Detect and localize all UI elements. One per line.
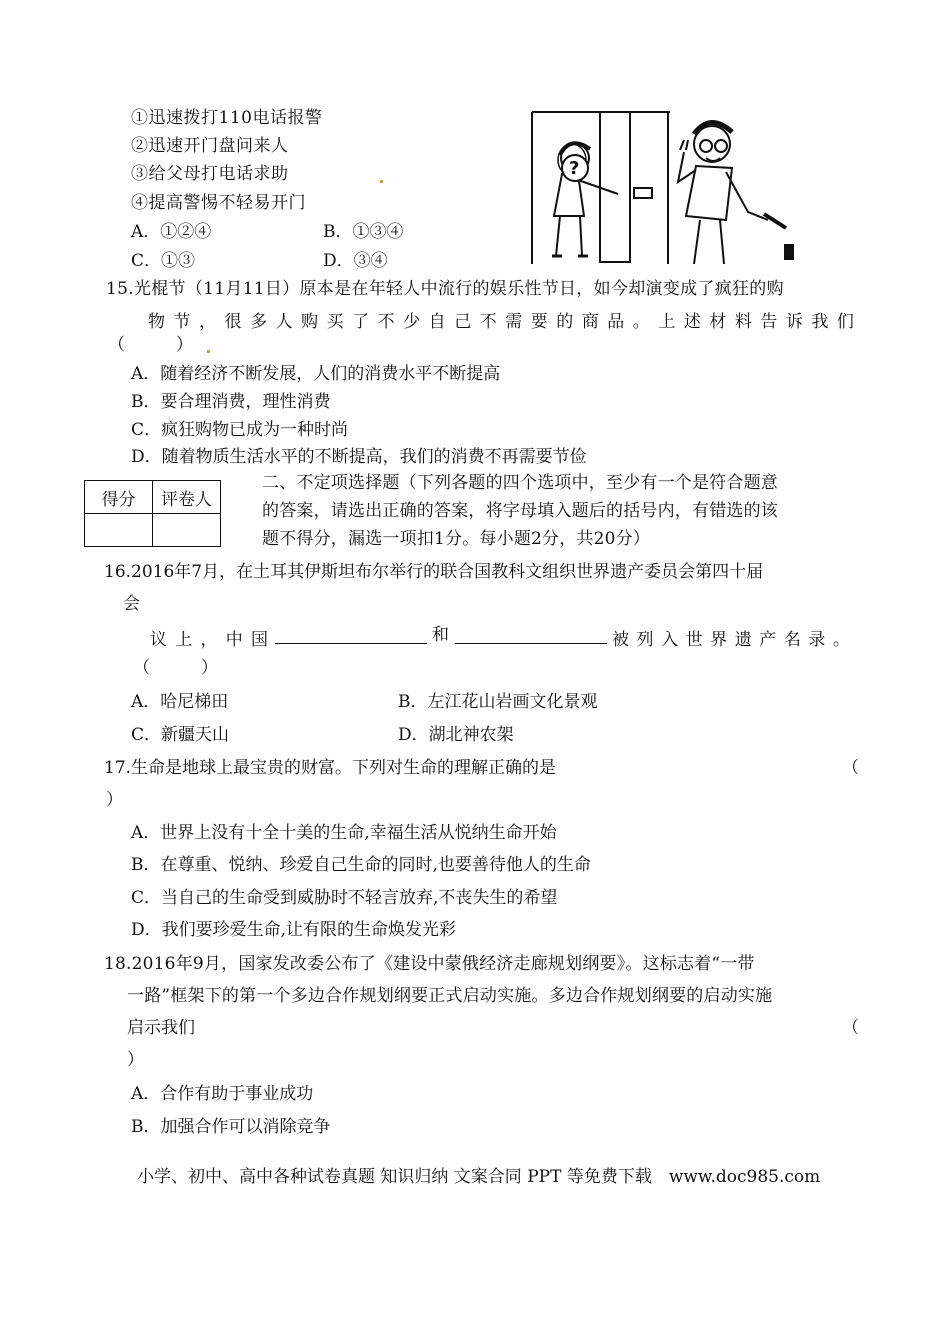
svg-text:?: ? [569, 158, 580, 179]
q18-paren-close: ） [127, 1050, 144, 1070]
q18-stem-line2: 一路”框架下的第一个多边合作规划纲要正式启动实施。多边合作规划纲要的启动实施 [127, 986, 773, 1006]
q15-stem-line2 [148, 307, 854, 332]
q14-choice-d: D．③④ [323, 251, 388, 271]
q16-char: 录 [808, 630, 826, 650]
q15-char: 多 [250, 312, 268, 332]
q16-char: 入 [661, 630, 679, 650]
q15-char: 商 [581, 312, 599, 332]
q15-char: 节 [173, 312, 191, 332]
score-box [84, 480, 221, 547]
q18-paren-open: （ [842, 1018, 859, 1038]
q15-char: 需 [505, 312, 523, 332]
q15-char: 了 [352, 312, 370, 332]
q16-stem-part2 [612, 625, 850, 650]
q15-char: 材 [709, 312, 727, 332]
q16-char: 产 [759, 630, 777, 650]
page-footer: 小学、初中、高中各种试卷真题 知识归纳 文案合同 PPT 等免费下载 www.doc985.com [137, 1167, 821, 1187]
q17-stem: 17.生命是地球上最宝贵的财富。下列对生命的理解正确的是 [104, 758, 557, 778]
q15-choice-a: A．随着经济不断发展，人们的消费水平不断提高 [131, 364, 501, 384]
q15-char: 买 [326, 312, 344, 332]
section2-heading-line3: 题不得分，漏选一项扣1分。每小题2分，共20分） [262, 529, 651, 549]
q18-stem-line1: 18.2016年9月，国家发改委公布了《建设中蒙俄经济走廊规划纲要》。这标志着“一带 [104, 954, 755, 974]
q14-choice-b: B．①③④ [323, 222, 404, 242]
q15-char: 的 [556, 312, 574, 332]
q15-stem-line1: 15.光棍节（11月11日）原本是在年轻人中流行的娱乐性节日，如今却演变成了疯狂的购 [106, 279, 784, 299]
q15-char: 少 [403, 312, 421, 332]
q17-paren-open: （ [842, 758, 859, 778]
grader-header: 评卷人 [153, 481, 221, 514]
q16-blank-2[interactable] [455, 625, 607, 644]
q17-choice-b: B．在尊重、悦纳、珍爱自己生命的同时,也要善待他人的生命 [131, 855, 591, 875]
q17-choice-a: A．世界上没有十全十美的生命,幸福生活从悦纳生命开始 [131, 823, 557, 843]
q15-char: 告 [760, 312, 778, 332]
q14-option-4: ④提高警惕不轻易开门 [131, 193, 306, 213]
q15-choice-b: B．要合理消费，理性消费 [131, 392, 331, 412]
q17-paren-close: ） [106, 790, 123, 810]
q15-answer-paren: （ ） [108, 335, 193, 355]
q16-char: 上 [175, 630, 193, 650]
q15-choice-c: C．疯狂购物已成为一种时尚 [131, 420, 349, 440]
q15-char: 诉 [785, 312, 803, 332]
q16-choice-b: B．左江花山岩画文化景观 [398, 692, 598, 712]
q17-choice-c: C．当自己的生命受到威胁时不轻言放弃,不丧失生的希望 [131, 888, 558, 908]
score-cell [85, 514, 153, 547]
q16-char: 界 [710, 630, 728, 650]
q16-stem-line1: 16.2016年7月，在土耳其伊斯坦布尔举行的联合国教科文组织世界遗产委员会第四十届 [104, 562, 764, 582]
q16-choice-d: D．湖北神农架 [398, 725, 514, 745]
section2-heading-line1: 二、不定项选择题（下列各题的四个选项中，至少有一个是符合题意 [262, 473, 778, 493]
q15-char: 们 [836, 312, 854, 332]
q15-char: 不 [479, 312, 497, 332]
q15-char: 述 [683, 312, 701, 332]
q15-char: 很 [224, 312, 242, 332]
q16-char: 列 [636, 630, 654, 650]
q16-conjunction: 和 [432, 625, 449, 645]
q15-char: 我 [811, 312, 829, 332]
q16-char: ， [200, 630, 218, 650]
q15-char: 。 [632, 312, 650, 332]
q14-option-1: ①迅速拨打110电话报警 [131, 108, 323, 128]
stray-mark [207, 350, 210, 353]
q16-stem-line1-wrap: 会 [123, 594, 140, 614]
q18-stem-line3: 启示我们 [127, 1018, 195, 1038]
q14-choice-c: C．①③ [131, 251, 196, 271]
stray-mark [380, 180, 383, 183]
q14-option-2: ②迅速开门盘问来人 [131, 136, 289, 156]
q18-choice-b: B．加强合作可以消除竞争 [131, 1117, 331, 1137]
q15-char: 己 [454, 312, 472, 332]
section2-heading-line2: 的答案，请选出正确的答案，将字母填入题后的括号内，有错选的该 [262, 501, 778, 521]
q16-choice-a: A．哈尼梯田 [131, 692, 229, 712]
q16-char: 名 [783, 630, 801, 650]
q16-stem-part1 [150, 625, 268, 650]
q15-char: ， [199, 312, 217, 332]
q17-choice-d: D．我们要珍爱生命,让有限的生命焕发光彩 [131, 920, 457, 940]
q15-char: 要 [530, 312, 548, 332]
q15-char: 人 [275, 312, 293, 332]
q16-char: 被 [612, 630, 629, 650]
q15-char: 上 [658, 312, 676, 332]
q16-blank-1[interactable] [275, 625, 427, 644]
q15-char: 不 [377, 312, 395, 332]
q15-char: 物 [148, 312, 165, 332]
q16-char: 中 [225, 630, 243, 650]
score-header: 得分 [85, 481, 153, 514]
q16-char: 。 [832, 630, 850, 650]
q15-char: 品 [607, 312, 625, 332]
stranger-at-door-illustration [530, 110, 798, 266]
q15-choice-d: D．随着物质生活水平的不断提高，我们的消费不再需要节俭 [131, 447, 587, 467]
q14-choice-a: A．①②④ [131, 222, 212, 242]
q15-char: 料 [734, 312, 752, 332]
q16-answer-paren: （ ） [133, 658, 218, 678]
q16-char: 世 [685, 630, 703, 650]
q16-char: 议 [150, 630, 167, 650]
q16-choice-c: C．新疆天山 [131, 725, 230, 745]
q15-char: 购 [301, 312, 319, 332]
q16-char: 遗 [734, 630, 752, 650]
grader-cell [153, 514, 221, 547]
q15-char: 自 [428, 312, 446, 332]
q18-choice-a: A．合作有助于事业成功 [131, 1084, 314, 1104]
q16-char: 国 [251, 630, 268, 650]
q14-option-3: ③给父母打电话求助 [131, 164, 289, 184]
